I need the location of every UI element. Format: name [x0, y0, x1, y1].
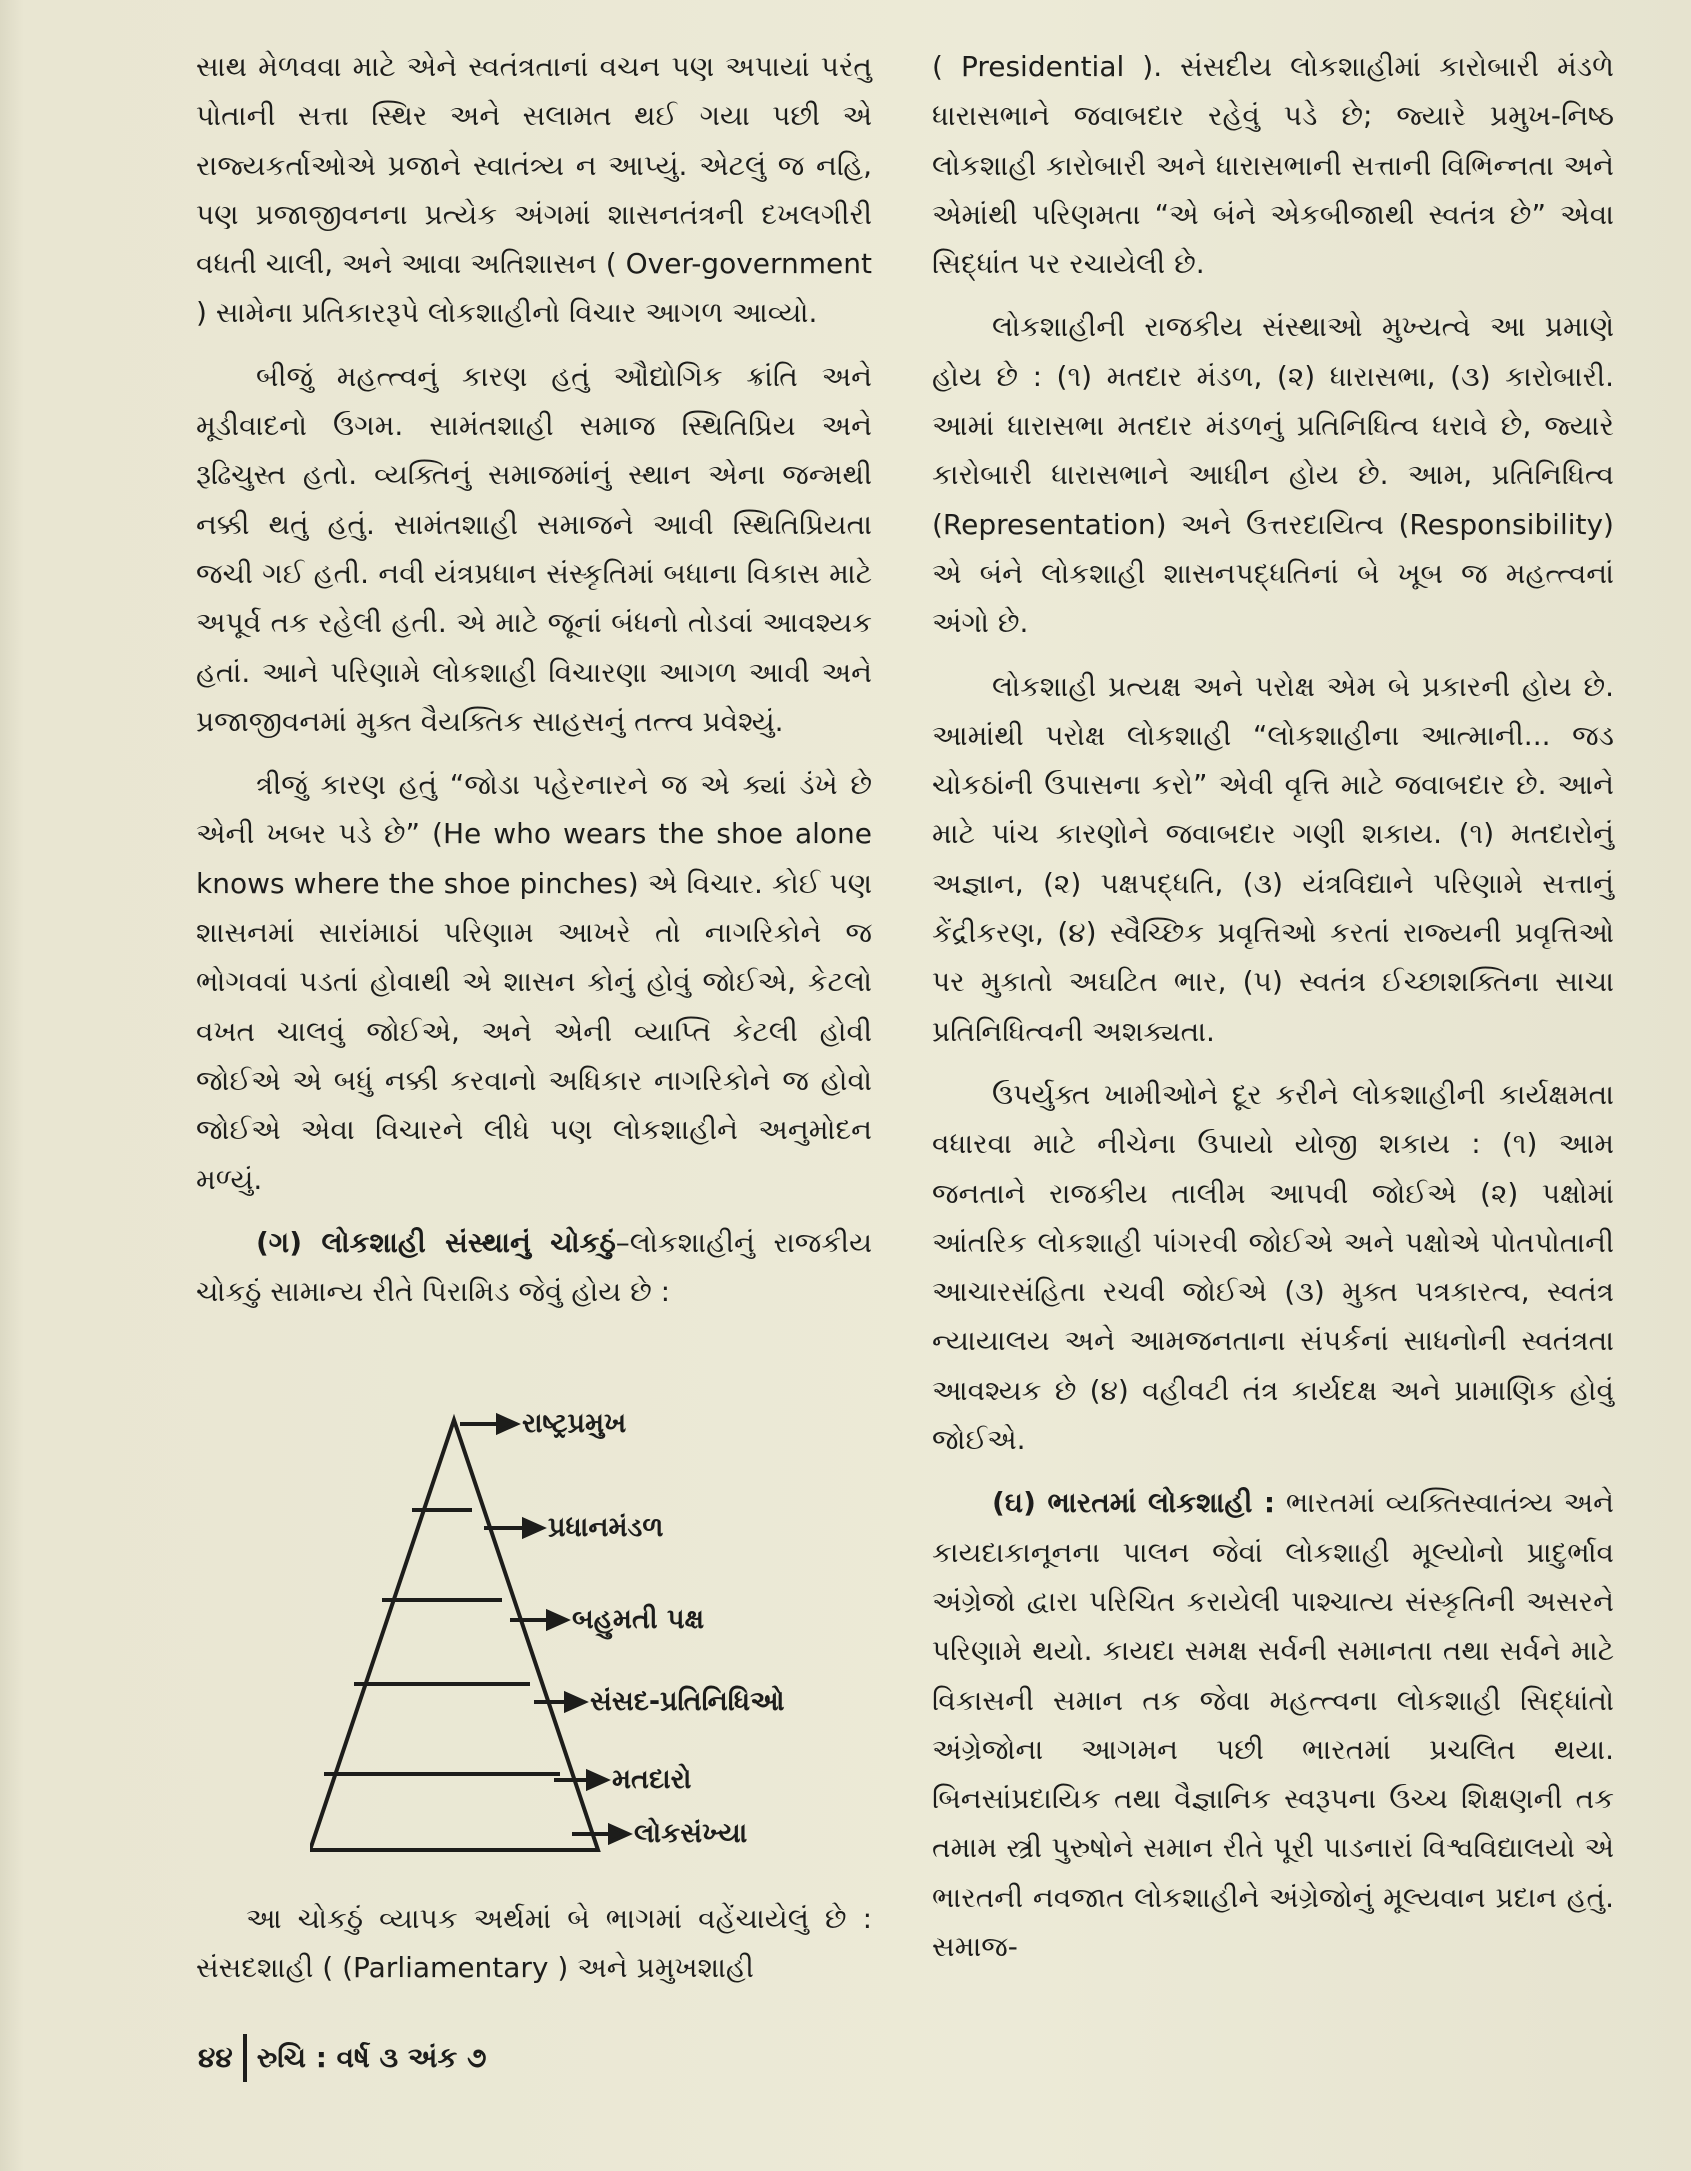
- left-paragraph-3: ત્રીજું કારણ હતું “જોડા પહેરનારને જ એ ક્યાં ડંખે છે એની ખબર પડે છે” (He who wears the shoe alone knows where the shoe pinches) એ વિચાર. કોઈ પણ શાસનમાં સારાંમાઠાં પરિણામ આખરે તો નાગરિકોને જ ભોગવવાં પડતાં હોવાથી એ શાસન કોનું હોવું જોઈએ, કેટલો વખત ચાલવું જોઈએ, અને એની વ્યાપ્તિ કેટલી હોવી જોઈએ એ બધું નક્કી કરવાનો અધિકાર નાગરિકોને જ હોવો જોઈએ એવા વિચારને લીધે પણ લોકશાહીને અનુમોદન મળ્યું.: [196, 768, 872, 1196]
- right-paragraph-1: ( Presidential ). સંસદીય લોકશાહીમાં કારોબારી મંડળે ધારાસભાને જવાબદાર રહેવું પડે છે; જ્યારે પ્રમુખ-નિષ્ઠ લોકશાહી કારોબારી અને ધારાસભાની સત્તાની વિભિન્નતા અને એમાંથી પરિણમતા “એ બંને એકબીજાથી સ્વતંત્ર છે” એવા સિદ્ધાંત પર રચાયેલી છે.: [932, 50, 1614, 281]
- pyramid-level-voters: મતદારો: [612, 1764, 692, 1795]
- left-paragraph-4: [196, 1218, 872, 1317]
- left-paragraph-1: સાથ મેળવવા માટે એને સ્વતંત્રતાનાં વચન પણ અપાયાં પરંતુ પોતાની સત્તા સ્થિર અને સલામત થઈ ગયા પછી એ રાજ્યકર્તાઓએ પ્રજાને સ્વાતંત્ર્ય ન આપ્યું. એટલું જ નહિ, પણ પ્રજાજીવનના પ્રત્યેક અંગમાં શાસનતંત્રની દખલગીરી વધતી ચાલી, અને આવા અતિશાસન ( Over-government ) સામેના પ્રતિકારરૂપે લોકશાહીનો વિચાર આગળ આવ્યો.: [196, 50, 872, 330]
- right-paragraph-3: લોકશાહી પ્રત્યક્ષ અને પરોક્ષ એમ બે પ્રકારની હોય છે. આમાંથી પરોક્ષ લોકશાહી “લોકશાહીના આત્માની... જડ ચોકઠાંની ઉપાસના કરો” એવી વૃત્તિ માટે જવાબદાર છે. આને માટે પાંચ કારણોને જવાબદાર ગણી શકાય. (૧) મતદારોનું અજ્ઞાન, (૨) પક્ષપદ્ધતિ, (૩) યંત્રવિદ્યાને પરિણામે સત્તાનું કેંદ્રીકરણ, (૪) સ્વૈચ્છિક પ્રવૃત્તિઓ કરતાં રાજ્યની પ્રવૃત્તિઓ પર મુકાતો અઘટિત ભાર, (૫) સ્વતંત્ર ઈચ્છાશક્તિના સાચા પ્રતિનિધિત્વની અશક્યતા.: [932, 669, 1614, 1048]
- footer-divider: [243, 2034, 247, 2082]
- left-paragraph-5: આ ચોકઠું વ્યાપક અર્થમાં બે ભાગમાં વહેંચાયેલું છે : સંસદશાહી ( (Parliamentary ) અને પ્રમુખશાહી: [196, 1902, 872, 1985]
- right-column: [932, 42, 1614, 1971]
- left-column-after-diagram: [196, 1894, 872, 1993]
- magazine-issue: રુચિ : વર્ષ ૩ અંક ૭: [256, 2041, 487, 2074]
- section-heading-gh: (ઘ) ભારતમાં લોકશાહી :: [992, 1486, 1276, 1520]
- section-heading-g: (ગ) લોકશાહી સંસ્થાનું ચોકઠું: [256, 1225, 616, 1259]
- pyramid-level-cabinet: પ્રધાનમંડળ: [548, 1512, 664, 1543]
- right-paragraph-4: ઉપર્યુક્ત ખામીઓને દૂર કરીને લોકશાહીની કાર્યક્ષમતા વધારવા માટે નીચેના ઉપાયો યોજી શકાય : (૧) આમ જનતાને રાજકીય તાલીમ આપવી જોઈએ (૨) પક્ષોમાં આંતરિક લોકશાહી પાંગરવી જોઈએ અને પક્ષોએ પોતપોતાની આચારસંહિતા રચવી જોઈએ (૩) મુક્ત પત્રકારત્વ, સ્વતંત્ર ન્યાયાલય અને આમજનતાના સંપર્કનાં સાધનોની સ્વતંત્રતા આવશ્યક છે (૪) વહીવટી તંત્ર કાર્યદક્ષ અને પ્રામાણિક હોવું જોઈએ.: [932, 1077, 1614, 1457]
- pyramid-level-majority-party: બહુમતી પક્ષ: [572, 1604, 705, 1635]
- left-column: [196, 42, 872, 1316]
- pyramid-diagram: [310, 1410, 870, 1870]
- pyramid-level-population: લોકસંખ્યા: [634, 1818, 748, 1849]
- pyramid-shape: [310, 1410, 870, 1870]
- section-gh-text: ભારતમાં વ્યક્તિસ્વાતંત્ર્ય અને કાયદાકાનૂનના પાલન જેવાં લોકશાહી મૂલ્યોનો પ્રાદુર્ભાવ અંગ્રેજો દ્વારા પરિચિત કરાયેલી પાશ્ચાત્ય સંસ્કૃતિની અસરને પરિણામે થયો. કાયદા સમક્ષ સર્વની સમાનતા તથા સર્વને માટે વિકાસની સમાન તક જેવા મહત્ત્વના લોકશાહી સિદ્ધાંતો અંગ્રેજોના આગમન પછી ભારતમાં પ્રચલિત થયા. બિનસાંપ્રદાયિક તથા વૈજ્ઞાનિક સ્વરૂપના ઉચ્ચ શિક્ષણની તક તમામ સ્ત્રી પુરુષોને સમાન રીતે પૂરી પાડનારાં વિશ્વવિદ્યાલયો એ ભારતની નવજાત લોકશાહીને અંગ્રેજોનું મૂલ્યવાન પ્રદાન હતું. સમાજ-: [932, 1486, 1614, 1963]
- right-paragraph-5: [932, 1478, 1614, 1971]
- pyramid-level-parliament: સંસદ-પ્રતિનિધિઓ: [590, 1686, 785, 1717]
- page-footer: [198, 2034, 486, 2082]
- pyramid-level-president: રાષ્ટ્રપ્રમુખ: [522, 1408, 627, 1439]
- right-paragraph-2: લોકશાહીની રાજકીય સંસ્થાઓ મુખ્યત્વે આ પ્રમાણે હોય છે : (૧) મતદાર મંડળ, (૨) ધારાસભા, (૩) કારોબારી. આમાં ધારાસભા મતદાર મંડળનું પ્રતિનિધિત્વ ધરાવે છે, જ્યારે કારોબારી ધારાસભાને આધીન હોય છે. આમ, પ્રતિનિધિત્વ (Representation) અને ઉત્તરદાયિત્વ (Responsibility) એ બંને લોકશાહી શાસનપદ્ધતિનાં બે ખૂબ જ મહત્ત્વનાં અંગો છે.: [932, 310, 1614, 640]
- section-g-text: –લોકશાહીનું રાજકીય ચોકઠું સામાન્ય રીતે પિરામિડ જેવું હોય છે :: [196, 1225, 872, 1309]
- page-number: ૪૪: [198, 2041, 233, 2074]
- left-paragraph-2: બીજું મહત્ત્વનું કારણ હતું ઔદ્યોગિક ક્રાંતિ અને મૂડીવાદનો ઉગમ. સામંતશાહી સમાજ સ્થિતિપ્રિય અને રૂઢિચુસ્ત હતો. વ્યક્તિનું સમાજમાંનું સ્થાન એના જન્મથી નક્કી થતું હતું. સામંતશાહી સમાજને આવી સ્થિતિપ્રિયતા જચી ગઈ હતી. નવી યંત્રપ્રધાન સંસ્કૃતિમાં બધાના વિકાસ માટે અપૂર્વ તક રહેલી હતી. એ માટે જૂનાં બંધનો તોડવાં આવશ્યક હતાં. આને પરિણામે લોકશાહી વિચારણા આગળ આવી અને પ્રજાજીવનમાં મુક્ત વૈયક્તિક સાહસનું તત્ત્વ પ્રવેશ્યું.: [196, 359, 872, 738]
